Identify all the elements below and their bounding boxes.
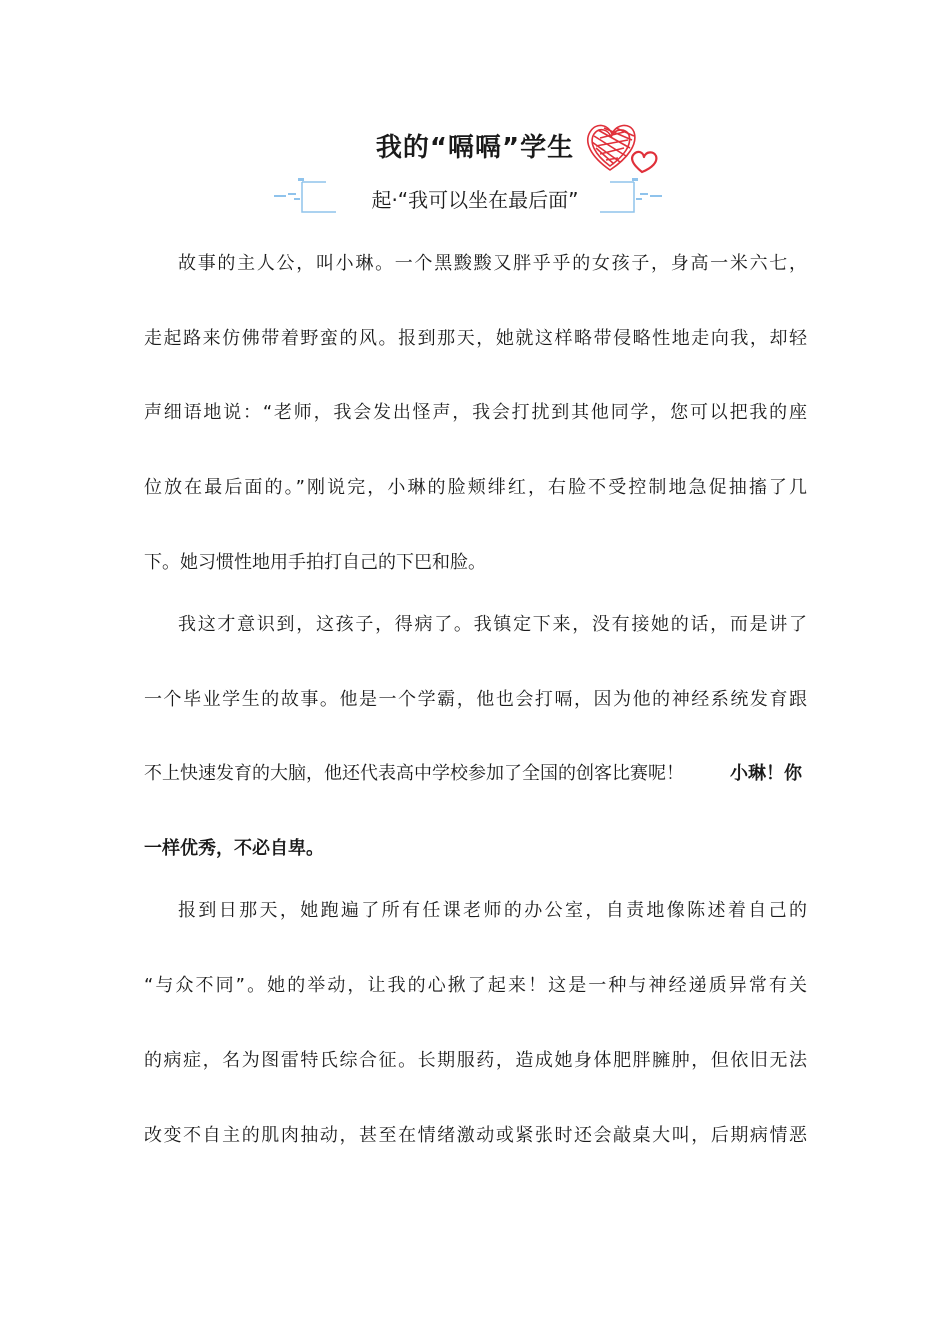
paragraph-1-line-4: 位放在最后面的。”刚说完，小琳的脸颊绯红，右脸不受控制地急促抽搐了几 <box>144 477 807 498</box>
title-text: 我的“嗝嗝”学生 <box>375 133 575 163</box>
paragraph-2-line-1: 我这才意识到，这孩子，得病了。我镇定下来，没有接她的话，而是讲了 <box>178 614 807 635</box>
paragraph-1-line-5: 下。她习惯性地用手拍打自己的下巴和脸。 <box>144 552 486 573</box>
paragraph-1-line-2: 走起路来仿佛带着野蛮的风。报到那天，她就这样略带侵略性地走向我，却轻 <box>144 328 807 349</box>
paragraph-3-line-2: “与众不同”。她的举动，让我的心揪了起来！这是一种与神经递质异常有关 <box>144 975 807 996</box>
paragraph-2-line-2: 一个毕业学生的故事。他是一个学霸，他也会打嗝，因为他的神经系统发育跟 <box>144 689 807 710</box>
paragraph-2-bold-line: 一样优秀，不必自卑。 <box>144 838 324 859</box>
paragraph-3-line-4: 改变不自主的肌肉抽动，甚至在情绪激动或紧张时还会敲桌大叫，后期病情恶 <box>144 1125 807 1146</box>
paragraph-1-line-1: 故事的主人公，叫小琳。一个黑黢黢又胖乎乎的女孩子，身高一米六七， <box>178 253 807 274</box>
paragraph-3-line-3: 的病症，名为图雷特氏综合征。长期服药，造成她身体肥胖臃肿，但依旧无法 <box>144 1050 807 1071</box>
heart-scribble-icon <box>580 118 672 178</box>
paragraph-3-line-1: 报到日那天，她跑遍了所有任课老师的办公室，自责地像陈述着自己的 <box>178 900 807 921</box>
document-subtitle: 起·“我可以坐在最后面” <box>371 188 579 212</box>
document-title <box>0 128 950 168</box>
paragraph-2-line-3: 不上快速发育的大脑，他还代表高中学校参加了全国的创客比赛呢！ <box>144 763 684 784</box>
paragraph-2-bold-start: 小琳！你 <box>730 763 802 784</box>
paragraph-1-line-3: 声细语地说：“老师，我会发出怪声，我会打扰到其他同学，您可以把我的座 <box>144 402 807 423</box>
